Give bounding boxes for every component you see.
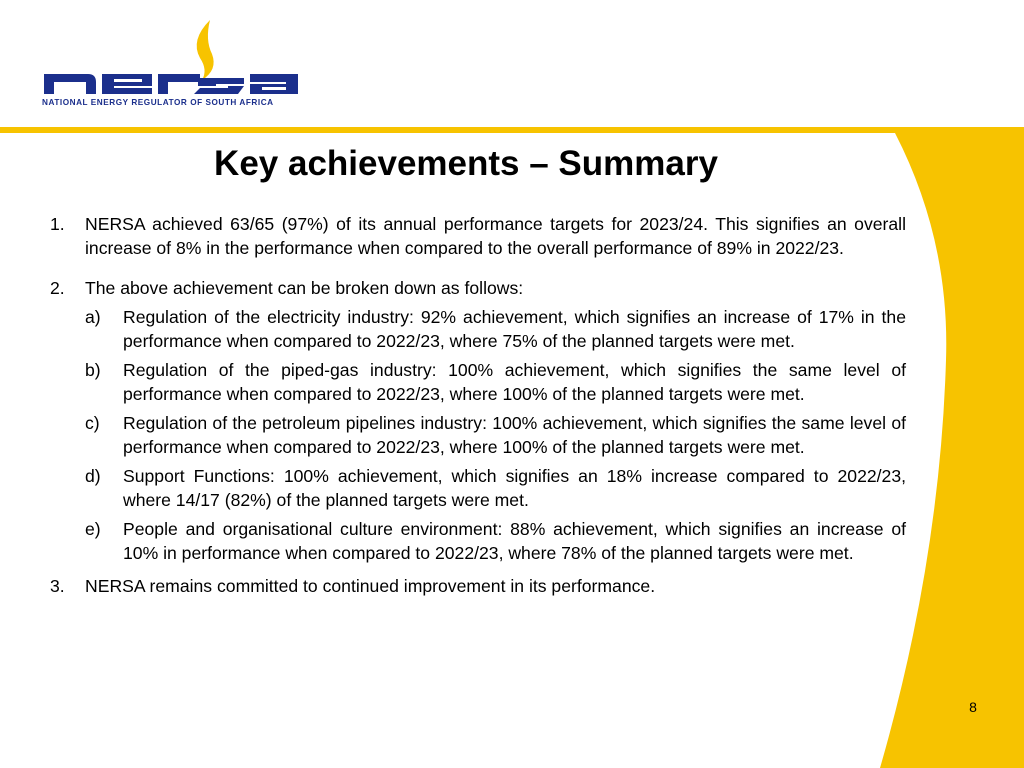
slide-title: Key achievements – Summary [214,144,718,183]
item-text: The above achievement can be broken down as follows: [85,278,524,298]
sub-item-petroleum-pipelines [85,411,906,459]
item-text: NERSA achieved 63/65 (97%) of its annual performance targets for 2023/24. This signifies an overall increase of 8% in the performance when compared to the overall performance of 89% in 2022/23. [85,214,906,258]
sub-item-letter: a) [85,307,101,327]
item-number: 2. [50,278,65,298]
list-item [50,574,906,598]
sub-item-letter: c) [85,413,100,433]
header-accent-band [0,127,1024,133]
slide-header [0,0,1024,127]
sub-item-text: Support Functions: 100% achievement, which signifies an 18% increase compared to 2022/23, where 14/17 (82%) of the planned targets were met. [123,466,906,510]
sub-item-text: Regulation of the electricity industry: 92% achievement, which signifies an increase of 17% in the performance when compared to 2022/23, where 75% of the planned targets were met. [123,307,906,351]
achievements-list [50,212,906,598]
logo-tagline: NATIONAL ENERGY REGULATOR OF SOUTH AFRICA [42,98,274,107]
sub-item-letter: e) [85,519,101,539]
sub-item-piped-gas [85,358,906,406]
list-item [50,276,906,565]
sub-item-letter: b) [85,360,101,380]
sub-item-text: Regulation of the petroleum pipelines industry: 100% achievement, which signifies the same level of performance when compared to 2022/23, where 100% of the planned targets were met. [123,413,906,457]
list-item [50,212,906,260]
logo-wordmark [44,74,298,94]
nersa-logo [40,18,302,110]
sub-item-support-functions [85,464,906,512]
page-number: 8 [969,699,977,715]
flame-icon [197,20,214,80]
sub-item-letter: d) [85,466,101,486]
item-number: 3. [50,576,65,596]
sub-item-people-culture [85,517,906,565]
sub-item-text: People and organisational culture environment: 88% achievement, which signifies an increase of 10% in performance when compared to 2022/23, where 78% of the planned targets were met. [123,519,906,563]
item-number: 1. [50,214,65,234]
sub-item-electricity [85,305,906,353]
sub-item-text: Regulation of the piped-gas industry: 100% achievement, which signifies the same level of performance when compared to 2022/23, where 100% of the planned targets were met. [123,360,906,404]
item-text: NERSA remains committed to continued improvement in its performance. [85,576,656,596]
